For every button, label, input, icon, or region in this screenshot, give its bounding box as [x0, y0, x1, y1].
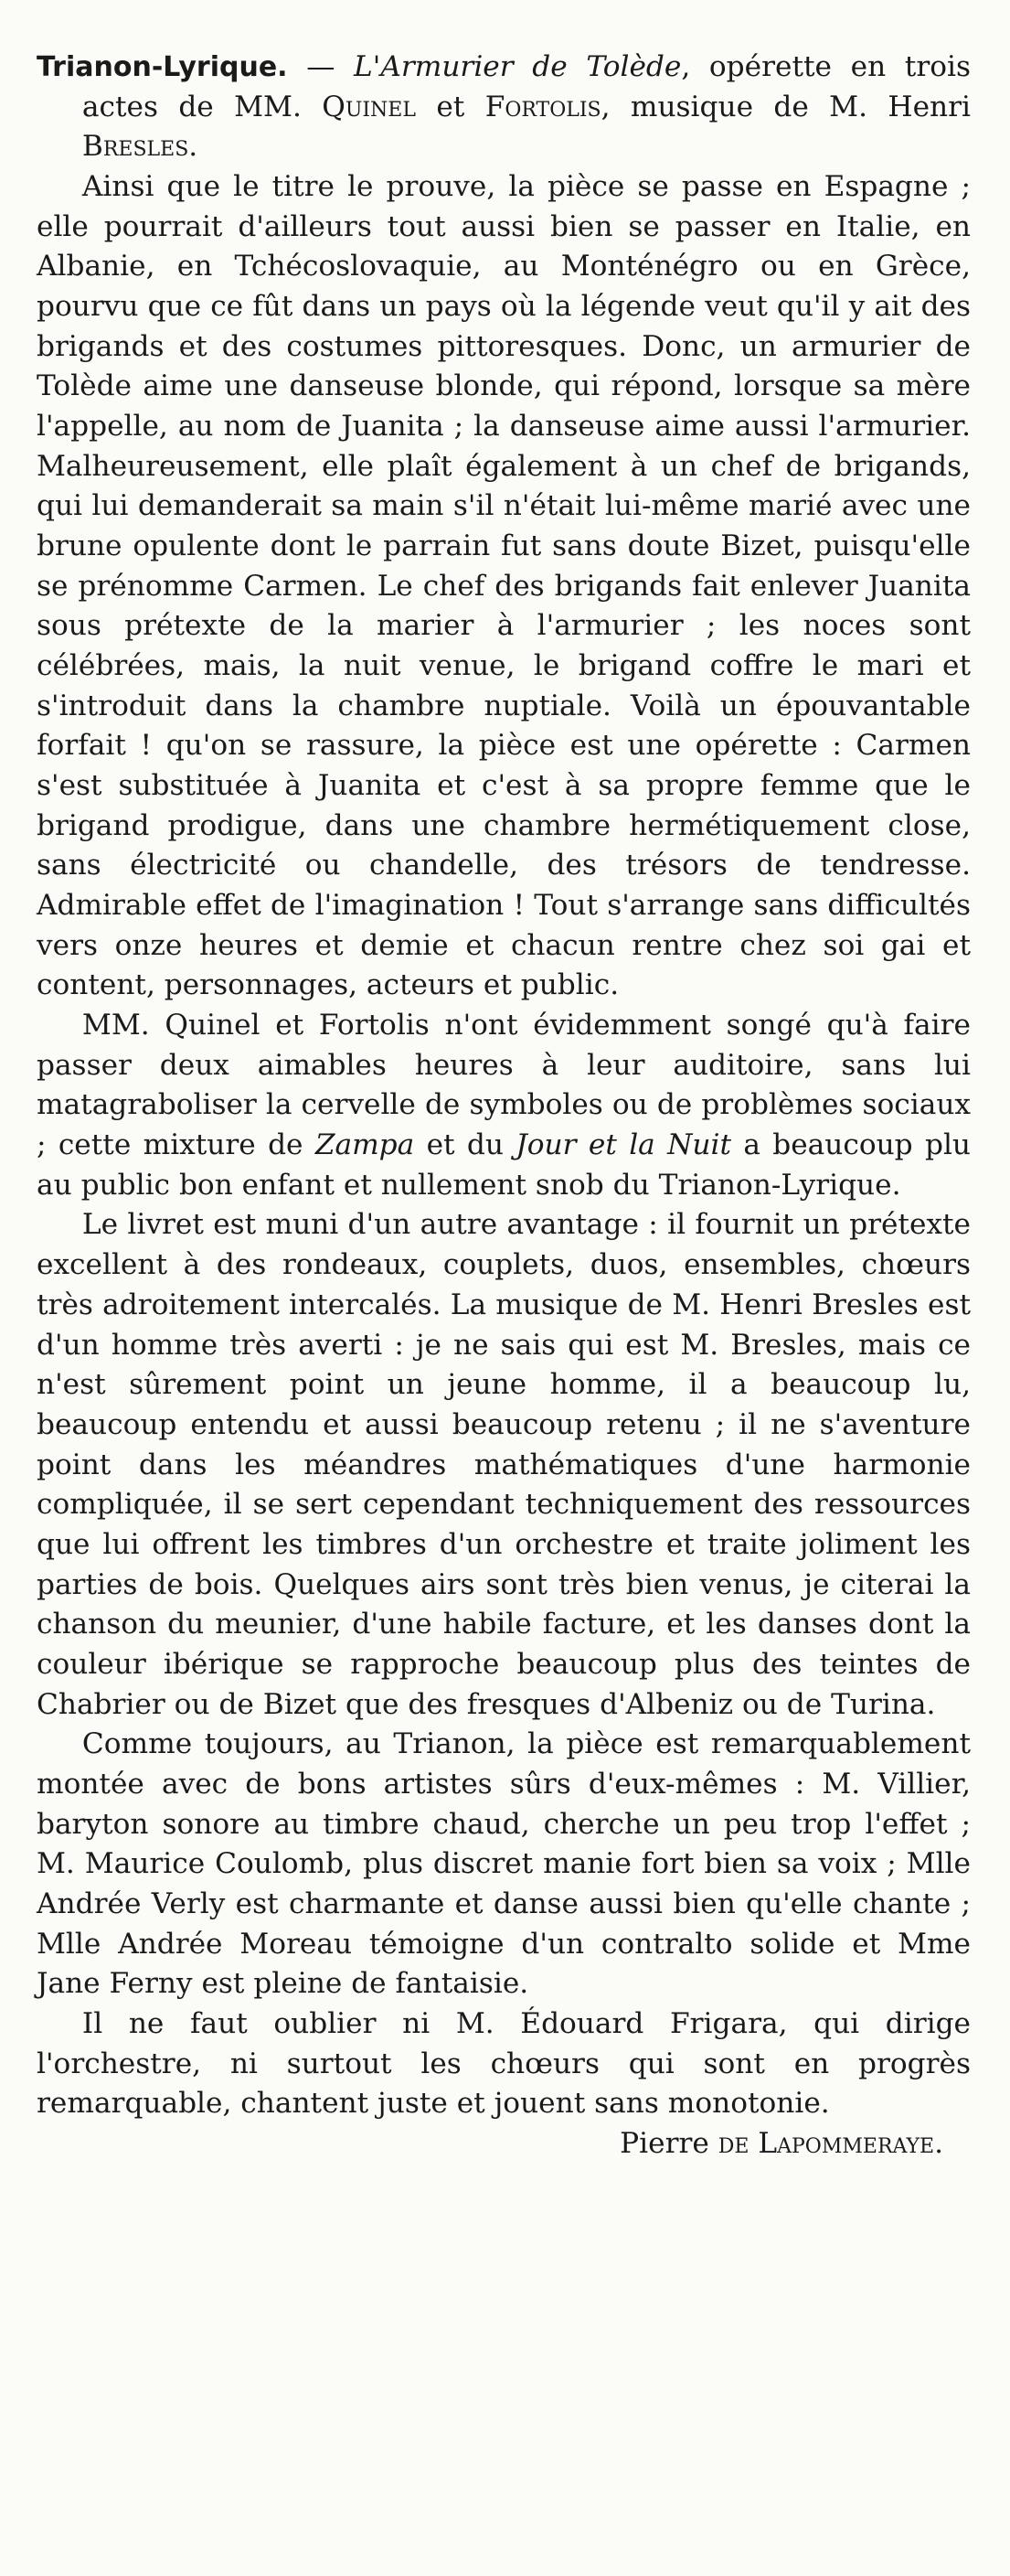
heading-desc-2: et	[415, 90, 485, 123]
paragraph-authors-text-b: et du	[414, 1128, 516, 1162]
paragraph-cast: Comme toujours, au Trianon, la pièce est remarquablement montée avec de bons artistes sûrs d'eux-mêmes : M. Villier, baryton sonore au timbre chaud, cherche un peu trop l'effet ; M. Maurice Coulomb, plus discret manie fort bien sa voix ; Mlle Andrée Verly est charmante et danse aussi bien qu'elle chante ; Mlle Andrée Moreau témoigne d'un contralto solide et Mme Jane Ferny est pleine de fantaisie.	[37, 1727, 971, 2001]
heading-dash: —	[287, 50, 355, 83]
heading-desc-3: , musique de M. Henri	[601, 90, 972, 123]
author-fortolis: Fortolis	[484, 90, 601, 123]
signature	[37, 2124, 971, 2164]
author-quinel: Quinel	[322, 90, 416, 123]
paragraph-authors-text-a: MM. Quinel et Fortolis n'ont évidemment songé qu'à faire passer deux aimables heures à leur auditoire, sans lui matagraboliser la cervelle de symboles ou de problèmes sociaux ; cette mixture de	[37, 1009, 971, 1162]
venue-name: Trianon-Lyrique.	[37, 51, 288, 83]
review-heading	[37, 48, 971, 167]
paragraph-plot: Ainsi que le titre le prouve, la pièce se passe en Espagne ; elle pourrait d'ailleurs tout aussi bien se passer en Italie, en Albanie, en Tchécoslovaquie, au Monténégro ou en Grèce, pourvu que ce fût dans un pays où la légende veut qu'il y ait des brigands et des costumes pittoresques. Donc, un armurier de Tolède aime une danseuse blonde, qui répond, lorsque sa mère l'appelle, au nom de Juanita ; la danseuse aime aussi l'armurier. Malheureusement, elle plaît également à un chef de brigands, qui lui demanderait sa main s'il n'était lui-même marié avec une brune opulente dont le parrain fut sans doute Bizet, puisqu'elle se prénomme Carmen. Le chef des brigands fait enlever Juanita sous prétexte de la marier à l'armurier ; les noces sont célébrées, mais, la nuit venue, le brigand coffre le mari et s'introduit dans la chambre nuptiale. Voilà un épouvantable forfait ! qu'on se rassure, la pièce est une opérette : Carmen s'est substituée à Juanita et c'est à sa propre femme que le brigand prodigue, dans une chambre hermétiquement close, sans électricité ou chandelle, des trésors de tendresse. Admirable effet de l'imagination ! Tout s'arrange sans difficultés vers onze heures et demie et chacun rentre chez soi gai et content, personnages, acteurs et public.	[37, 170, 971, 1002]
paragraph-chorus: Il ne faut oublier ni M. Édouard Frigara, qui dirige l'orchestre, ni surtout les chœurs qui sont en progrès remarquable, chantent juste et jouent sans monotonie.	[37, 2006, 971, 2121]
signature-first-name: Pierre	[620, 2126, 718, 2160]
work-ref-jour-et-la-nuit: Jour et la Nuit	[516, 1128, 731, 1162]
heading-desc-4: .	[188, 130, 198, 164]
paragraph-music: Le livret est muni d'un autre avantage : il fournit un prétexte excellent à des rondeaux, couplets, duos, ensembles, chœurs très adroitement intercalés. La musique de M. Henri Bresles est d'un homme très averti : je ne sais qui est M. Bresles, mais ce n'est sûrement point un jeune homme, il a beaucoup lu, beaucoup entendu et aussi beaucoup retenu ; il ne s'aventure point dans les méandres mathématiques d'une harmonie compliquée, il se sert cependant techniquement des ressources que lui offrent les timbres d'un orchestre et traite joliment les parties de bois. Quelques airs sont très bien venus, je citerai la chanson du meunier, d'une habile facture, et les danses dont la couleur ibérique se rapproche beaucoup plus des teintes de Chabrier ou de Bizet que des fresques d'Albeniz ou de Turina.	[37, 1208, 971, 1721]
paragraph-authors	[37, 1006, 971, 1205]
work-ref-zampa: Zampa	[314, 1128, 415, 1162]
paragraph-authors-text-c: a beaucoup plu au public bon enfant et nullement snob du Trianon-Lyrique.	[37, 1128, 972, 1202]
article	[37, 48, 971, 2164]
work-title: L'Armurier de Tolède	[354, 50, 682, 83]
signature-last-name: de Lapommeraye.	[718, 2126, 943, 2160]
heading-desc-1: , opérette en trois actes de MM.	[81, 50, 972, 123]
composer-name: Bresles	[81, 130, 189, 164]
